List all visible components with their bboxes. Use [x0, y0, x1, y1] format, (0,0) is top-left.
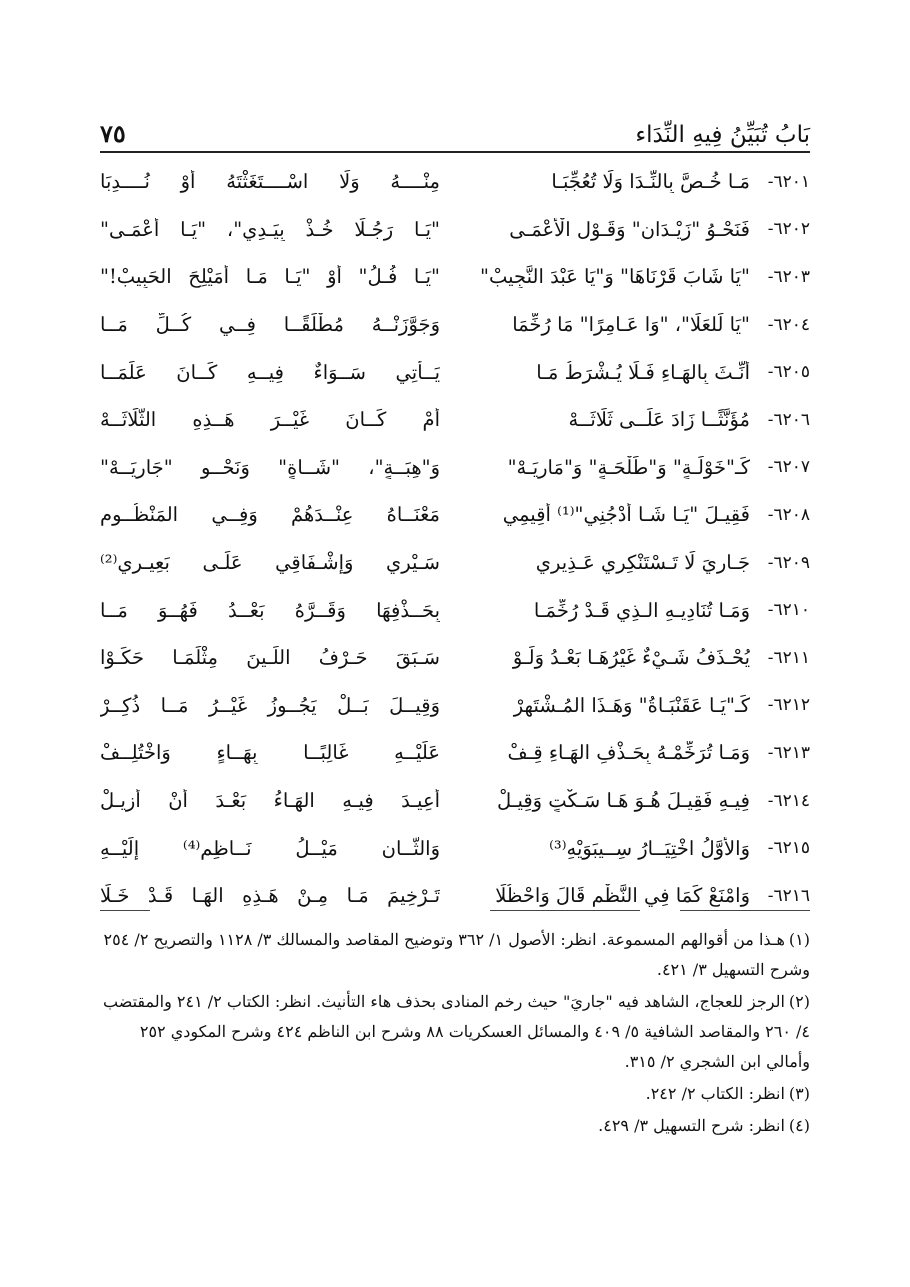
verse-second-half: أُعِيـدَ فِيـهِ الهَـاءُ بَعْـدَ أَنْ أُزِيـلْ — [100, 789, 440, 813]
footnote-text: الرجز للعجاج، الشاهد فيه "جاريَ" حيث رخم المنادى بحذف هاء التأنيث. انظر: الكتاب ٢/ ٢٤١ والمقتضب ٤/ ٢٦٠ والمقاصد الشافية ٥/ ٤٠٩ والمسائل العسكريات ٨٨ وشرح ابن الناظم ٤٢٤ وشرح المكودي ٢٥٢ وأمالي ابن الشجري ٢/ ٣١٥. — [103, 992, 810, 1071]
verse-first-half: مَـا خُـصَّ بِالنِّـدَا وَلَا تُعُجِّبَـا — [551, 170, 750, 194]
verse-first-half: "يَا شَابَ قَرْنَاهَا" وَ"يَا عَبْدَ النَّجِيبْ" — [480, 265, 750, 289]
verse-line — [100, 539, 810, 587]
verse-first-half: كَـ"خَوْلَـةٍ" وَ"طَلْحَـةٍ" وَ"مَارِيَـهْ" — [507, 455, 750, 479]
verse-number: ٦٢٠٤- — [767, 314, 810, 335]
verse-second-half: بِحَــذْفِهَا وَقَــرَّهُ بَعْــدُ فَهُــوَ مَــا — [100, 598, 440, 622]
verse-number: ٦٢٠٣- — [767, 266, 810, 287]
verse-number: ٦٢١١- — [767, 647, 810, 668]
verse-second-half: مَعْنَــاهُ عِنْــدَهُمْ وَفِــي المَنْظُــومِ — [100, 503, 440, 527]
footnote-text: انظر: شرح التسهيل ٣/ ٤٢٩. — [598, 1116, 785, 1135]
verse-second-half: وَ"هِبَــةٍ"، "شَــاةٍ" وَنَحْــوِ "جَارِيَــهْ" — [100, 455, 440, 479]
footnote — [100, 925, 810, 985]
verse-second-half: عَلَيْــهِ غَالِبًــا بِهَــاءٍ وَاخْتُلِــفْ — [100, 741, 440, 765]
footnote-marker: (١) — [788, 930, 810, 949]
footnote — [100, 987, 810, 1077]
verse-line — [100, 253, 810, 301]
verse-line — [100, 777, 810, 825]
verse-number: ٦٢٠٨- — [767, 504, 810, 525]
verse-first-half: جَـارِيَ لَا تَـسْتَنْكِرِي عَـذِيرِي — [535, 551, 750, 575]
footnote-text: هـذا من أقوالهم المسموعة. انظر: الأصول ١/ ٣٦٢ وتوضيح المقاصد والمسالك ٣/ ١١٢٨ والتصريح ٢/ ٢٥٤ وشرح التسهيل ٣/ ٤٢١. — [103, 930, 810, 979]
footnote-marker: (٤) — [788, 1116, 810, 1135]
verse-line — [100, 824, 810, 872]
verse-number: ٦٢٠٩- — [767, 552, 810, 573]
verse-first-half: وَامْنَعْ كَمَا فِي النَّظْمِ قَالَ وَاحْظُلَا — [495, 884, 750, 908]
verse-line — [100, 301, 810, 349]
verse-second-half: "يَـا رَجُـلًا خُـذْ بِيَـدِي"، "يَـا أَعْمَـى" — [100, 217, 440, 241]
poem-verses — [100, 158, 810, 920]
verse-number: ٦٢١٥- — [767, 838, 810, 859]
verse-second-half: يَــأْتِي سَــوَاءٌ فِيــهِ كَــانَ عَلَمَــا — [100, 360, 440, 384]
footnote-rule-left — [100, 910, 150, 911]
verse-line — [100, 872, 810, 920]
verse-first-half: فَنَحْـوُ "زَيْـدَانِ" وَقَـوْلِ الْأَعْمَـى — [509, 217, 750, 241]
verse-first-half: فِيـهِ فَقِيـلَ هُـوَ هَـا سَـكْتٍ وَقِيـلْ — [497, 789, 750, 813]
verse-line — [100, 348, 810, 396]
footnote-rule-middle — [490, 910, 640, 911]
page-number: ٧٥ — [100, 119, 126, 148]
verse-number: ٦٢٠٥- — [767, 362, 810, 383]
footnote-marker: (٣) — [788, 1084, 810, 1103]
verse-second-half: سَـبَقَ حَـرْفُ اللِّـينَ مِثْلَمَـا حَكَـوْا — [100, 646, 440, 670]
verse-number: ٦٢١٠- — [767, 600, 810, 621]
footnote-rule-right — [680, 910, 810, 911]
verse-number: ٦٢١٤- — [767, 790, 810, 811]
verse-second-half: وَالثَّــانِ مَيْــلُ نَــاظِمٍ⁽⁴⁾ إِلَيْــهِ — [100, 836, 440, 860]
footnote — [100, 1111, 810, 1141]
header-rule — [100, 151, 810, 153]
verse-number: ٦٢٠٦- — [767, 409, 810, 430]
verse-second-half: وَقِيــلَ بَــلْ يَجُــوزُ غَيْــرُ مَــا ذُكِــرْ — [100, 693, 440, 717]
footnote-marker: (٢) — [788, 992, 810, 1011]
verse-line — [100, 444, 810, 492]
verse-line — [100, 491, 810, 539]
verse-first-half: وَمَـا تُرَخِّمْـهُ بِحَـذْفِ الهَـاءِ قِـفْ — [507, 741, 750, 765]
verse-second-half: وَجَوَّزَنْــهُ مُطْلَقًــا فِــي كُــلِّ مَــا — [100, 313, 440, 337]
verse-second-half: مِنْــــهُ وَلَا اسْــــتَغَثْتَهُ أَوْ نُــــدِبَا — [100, 170, 440, 194]
verse-line — [100, 682, 810, 730]
verse-first-half: مُؤَنَّثًــا زَادَ عَلَــى ثَلَاثَــهْ — [568, 408, 750, 432]
verse-line — [100, 634, 810, 682]
verse-first-half: يُحْـذَفُ شَـيْءٌ غَيْرُهَـا بَعْـدُ وَلَـوْ — [512, 646, 750, 670]
verse-first-half: فَقِيـلَ "يَـا شَـا أَدْجُنِي"⁽¹⁾ أَقِيمِي — [502, 503, 750, 527]
verse-second-half: تَـرْخِيمَ مَـا مِـنْ هَـذِهِ الهَـا قَـدْ خَـلَا — [100, 884, 440, 908]
verse-first-half: وَالأَوَّلُ اخْتِيَــارُ سِــيبَوَيْهِ⁽³⁾ — [549, 836, 750, 860]
verse-line — [100, 396, 810, 444]
verse-line — [100, 729, 810, 777]
verse-number: ٦٢٠٧- — [767, 457, 810, 478]
verse-number: ٦٢١٢- — [767, 695, 810, 716]
verse-second-half: أَمْ كَــانَ غَيْــرَ هَــذِهِ الثَّلَاثَــهْ — [100, 408, 440, 432]
verse-line — [100, 158, 810, 206]
footnotes — [100, 925, 810, 1143]
chapter-title: بَابُ تُبَيِّنُ فِيهِ النِّدَاء — [635, 122, 810, 148]
verse-first-half: أُنِّـثَ بِالهَـاءِ فَـلَا يُـشْرَطُ مَـا — [536, 360, 750, 384]
verse-second-half: "يَـا فُـلُ" أَوْ "يَـا مَـا أُمَيْلِحَ الحَبِيبْ!" — [100, 265, 440, 289]
verse-number: ٦٢١٦- — [767, 885, 810, 906]
verse-first-half: "يَا لَلعَلَا"، "وَا عَـامِرًا" مَا رُخِّمَا — [512, 313, 750, 337]
page-header — [100, 112, 810, 148]
footnote-text: انظر: الكتاب ٢/ ٢٤٢. — [645, 1084, 785, 1103]
verse-first-half: كَـ"يَـا عَقَنْبَـاةُ" وَهَـذَا المُـشْتَهِرْ — [513, 693, 750, 717]
verse-number: ٦٢٠٢- — [767, 219, 810, 240]
verse-line — [100, 206, 810, 254]
verse-second-half: سَـيْرِي وَإِشْـفَاقِي عَلَـى بَعِيـرِي⁽²⁾ — [100, 551, 440, 575]
verse-number: ٦٢٠١- — [767, 171, 810, 192]
footnote — [100, 1079, 810, 1109]
verse-first-half: وَمَـا تُنَادِيـهِ الـذِي قَـدْ رُخِّمَـا — [533, 598, 750, 622]
verse-number: ٦٢١٣- — [767, 742, 810, 763]
verse-line — [100, 586, 810, 634]
